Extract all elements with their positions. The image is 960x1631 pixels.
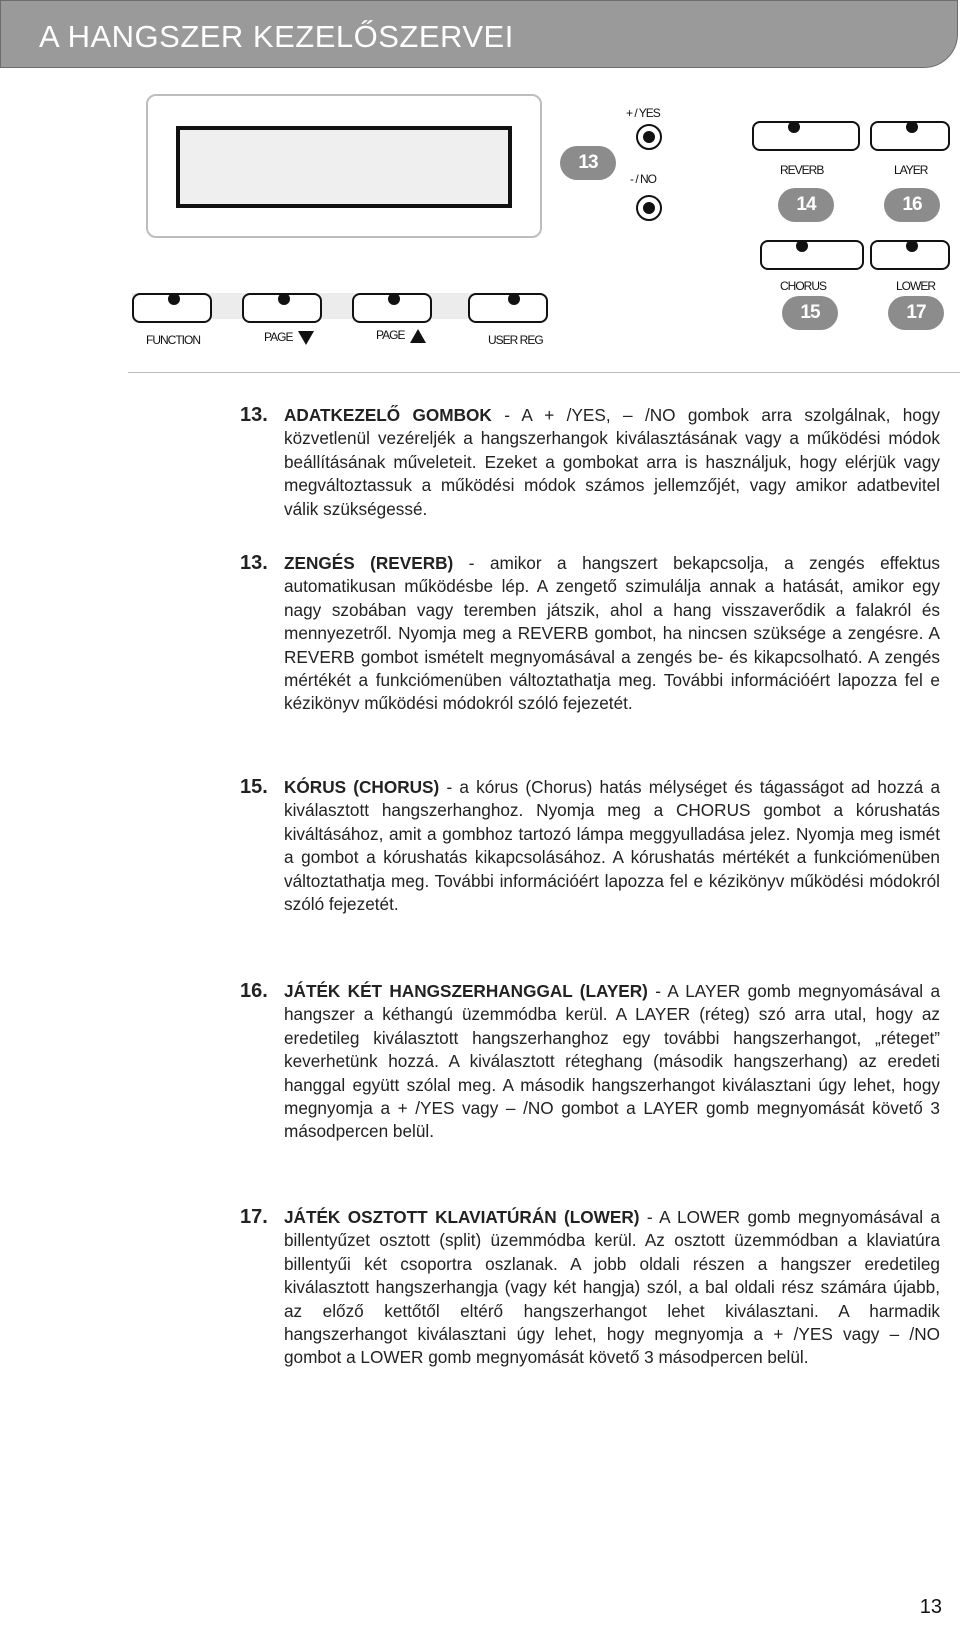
arrow-down-icon (298, 331, 314, 345)
chorus-button[interactable] (760, 240, 864, 270)
section-text: - A LOWER gomb megnyomásával a billentyűzet osztott (split) üzemmódba kerül. Az osztott üzemmódban a klaviatúra billentyűi két csoportra oszlanak. A jobb oldali részen a hangszer eredetileg kiválasztott hangszerhangja (vagy két hangja) szól, a bal oldali rész számára újabb, az előző kettőtől eltérő hangszerhangot lehet kiválasztani. A harmadik hangszerhangot kiválasztani úgy lehet, hogy megnyomja a + /YES vagy – /NO gombot a LOWER gomb megnyomását követő 3 másodpercen belül. (284, 1207, 940, 1368)
page-header (0, 0, 958, 68)
user-reg-label: USER REG (488, 333, 543, 347)
section-heading: ADATKEZELŐ GOMBOK (284, 405, 492, 425)
page-up-led (388, 293, 400, 305)
layer-label: LAYER (894, 163, 928, 177)
section-heading: ZENGÉS (REVERB) (284, 553, 454, 573)
page-up-button[interactable] (352, 293, 432, 323)
section-13b (240, 552, 940, 716)
no-button[interactable] (636, 195, 662, 221)
function-label: FUNCTION (146, 333, 200, 347)
badge-17: 17 (888, 296, 944, 330)
section-number: 13. (240, 552, 268, 574)
yes-label: + / YES (626, 106, 660, 120)
page-up-label (376, 328, 426, 343)
section-heading: KÓRUS (CHORUS) (284, 777, 440, 797)
badge-13: 13 (560, 146, 616, 180)
badge-16: 16 (884, 188, 940, 222)
yes-button[interactable] (636, 124, 662, 150)
user-reg-button[interactable] (468, 293, 548, 323)
reverb-button[interactable] (752, 121, 860, 151)
layer-led (906, 121, 918, 133)
section-number: 16. (240, 980, 268, 1002)
badge-14: 14 (778, 188, 834, 222)
lcd-display-frame (146, 94, 542, 238)
section-number: 13. (240, 404, 268, 426)
function-button[interactable] (132, 293, 212, 323)
badge-15: 15 (782, 296, 838, 330)
section-17 (240, 1206, 940, 1370)
arrow-up-icon (410, 329, 426, 343)
section-text: - amikor a hangszert bekapcsolja, a zengés effektus automatikusan működésbe lép. A zengető szimulálja annak a hatását, amikor egy nagy szobában vagy teremben játszik, ahol a hang visszaverődik a falakról és mennyezetről. Nyomja meg a REVERB gombot, ha nincsen szüksége a zengésre. A REVERB gombot ismételt megnyomásával a zengés be- és kikapcsolható. A zengés mértékét a funkciómenüben változtathatja meg. További információért lapozza fel e kézikönyv működési módokról szóló fejezetét. (284, 553, 940, 714)
page-down-text: PAGE (264, 330, 293, 344)
page-title: A HANGSZER KEZELŐSZERVEI (39, 19, 514, 54)
section-text: - a kórus (Chorus) hatás mélységet és tágasságot ad hozzá a kiválasztott hangszerhanghoz. Nyomja meg a CHORUS gombot a kórushatás kiváltásához, amit a gombhoz tartozó lámpa meggyulladása jelez. Nyomja meg ismét a gombot a kórushatás kikapcsolásához. A kórushatás mértékét a funkciómenüben változtathatja meg. További információért lapozza fel e kézikönyv működési módokról szóló fejezetét. (284, 777, 941, 915)
section-15 (240, 776, 940, 916)
lcd-screen (176, 126, 512, 208)
page-down-label (264, 330, 314, 345)
page-down-led (278, 293, 290, 305)
yes-button-dot (643, 131, 655, 143)
layer-button[interactable] (870, 121, 950, 151)
function-led (168, 293, 180, 305)
section-text: - A LAYER gomb megnyomásával a hangszer a kéthangú üzemmódba kerül. A LAYER (réteg) szó arra utal, hogy az eredetileg kiválasztott hangszerhanghoz egy további hangszerhangot, „réteget” keverhetünk hozzá. A kiválasztott réteghang (második hangszerhang) az eredeti hanggal együtt szólal meg. A második hangszerhangot kiválasztani úgy lehet, hogy megnyomja a + /YES vagy – /NO gombot a LAYER gomb megnyomását követő 3 másodpercen belül. (284, 981, 941, 1142)
section-text: - A + /YES, – /NO gombok arra szolgálnak, hogy közvetlenül vezéreljék a hangszerhangok kiválasztásának vagy a működési módok beállításának műveleteit. Ezeket a gombokat arra is használjuk, hogy elérjük vagy megváltoztassuk a működési módok számos jellemzőjét, vagy amikor adatbevitel válik szükségessé. (284, 405, 940, 519)
chorus-label: CHORUS (780, 279, 827, 293)
chorus-led (796, 240, 808, 252)
section-13a (240, 404, 940, 521)
reverb-label: REVERB (780, 163, 824, 177)
lower-button[interactable] (870, 240, 950, 270)
section-16 (240, 980, 940, 1144)
no-button-dot (643, 202, 655, 214)
section-number: 15. (240, 776, 268, 798)
no-label: - / NO (630, 172, 656, 186)
section-heading: JÁTÉK KÉT HANGSZERHANGGAL (LAYER) (284, 981, 648, 1001)
lower-led (906, 240, 918, 252)
section-heading: JÁTÉK OSZTOTT KLAVIATÚRÁN (LOWER) (284, 1207, 640, 1227)
user-reg-led (508, 293, 520, 305)
section-number: 17. (240, 1206, 268, 1228)
page-number: 13 (919, 1596, 942, 1618)
page-up-text: PAGE (376, 328, 405, 342)
divider (128, 372, 960, 373)
page-down-button[interactable] (242, 293, 322, 323)
lower-label: LOWER (896, 279, 936, 293)
reverb-led (788, 121, 800, 133)
